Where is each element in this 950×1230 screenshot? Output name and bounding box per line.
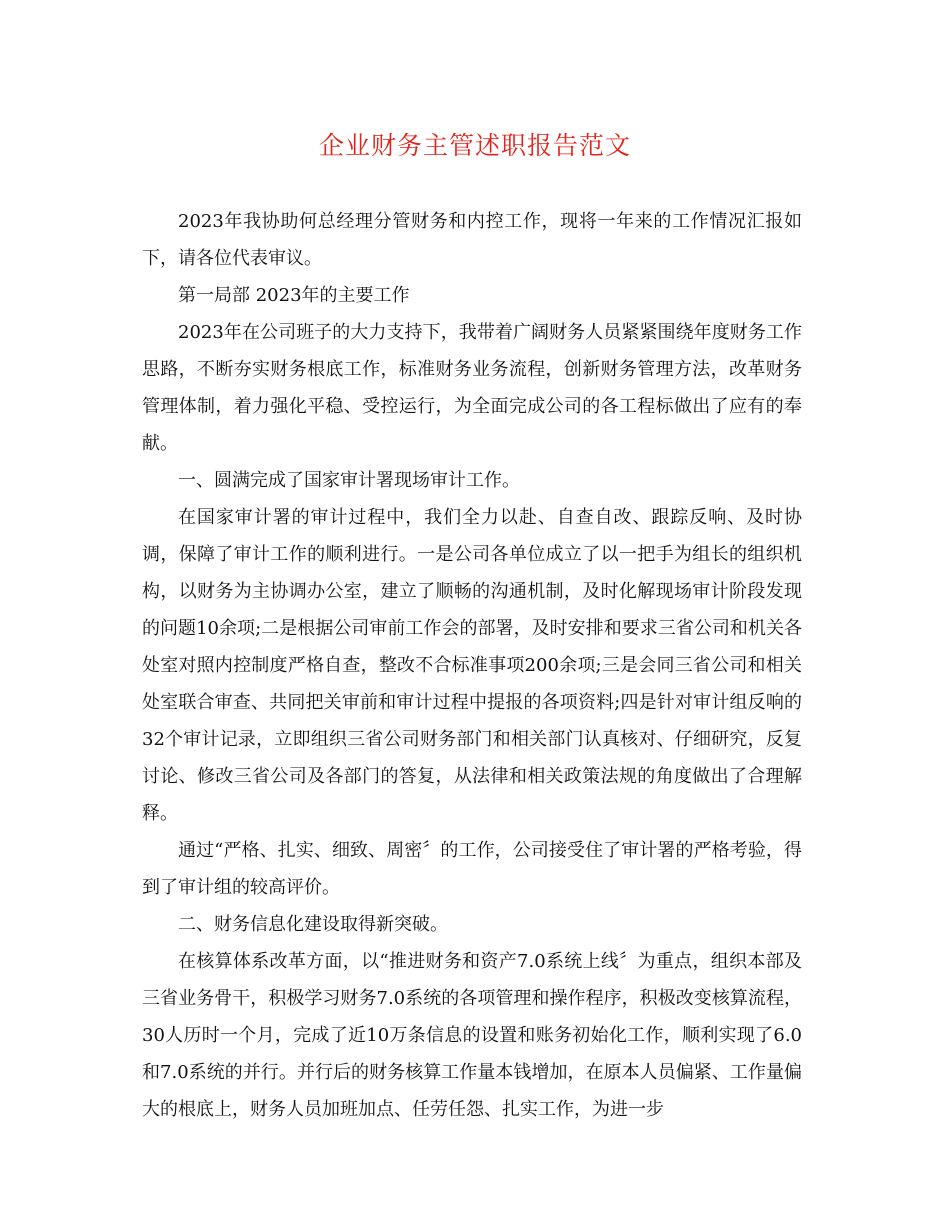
document-body	[142, 203, 802, 1128]
paragraph-audit-result: 通过“严格、扎实、细致、周密〞的工作，公司接受住了审计署的严格考验，得到了审计组的较高评价。	[142, 840, 802, 898]
subheading-informatization: 二、财务信息化建设取得新突破。	[178, 914, 448, 935]
paragraph-audit-detail: 在国家审计署的审计过程中，我们全力以赴、自查自改、跟踪反响、及时协调，保障了审计工作的顺利进行。一是公司各单位成立了以一把手为组长的组织机构，以财务为主协调办公室，建立了顺畅的沟通机制，及时化解现场审计阶段发现的问题10余项;二是根据公司审前工作会的部署，及时安排和要求三省公司和机关各处室对照内控制度严格自查，整改不合标准事项200余项;三是会同三省公司和相关处室联合审查、共同把关审前和审计过程中提报的各项资料;四是针对审计组反响的32个审计记录，立即组织三省公司财务部门和相关部门认真核对、仔细研究，反复讨论、修改三省公司及各部门的答复，从法律和相关政策法规的角度做出了合理解释。	[142, 507, 802, 824]
paragraph-informatization-detail: 在核算体系改革方面，以“推进财务和资产7.0系统上线〞为重点，组织本部及三省业务骨干，积极学习财务7.0系统的各项管理和操作程序，积极改变核算流程，30人历时一个月，完成了近10万条信息的设置和账务初始化工作，顺利实现了6.0和7.0系统的并行。并行后的财务核算工作量本钱增加，在原本人员偏紧、工作量偏大的根底上，财务人员加班加点、任劳任怨、扎实工作，为进一步	[142, 951, 802, 1120]
paragraph-intro: 2023年我协助何总经理分管财务和内控工作，现将一年来的工作情况汇报如下，请各位代表审议。	[142, 211, 802, 269]
subheading-audit: 一、圆满完成了国家审计署现场审计工作。	[178, 470, 520, 491]
section-heading-part-one: 第一局部 2023年的主要工作	[178, 285, 410, 306]
paragraph-overview: 2023年在公司班子的大力支持下，我带着广阔财务人员紧紧围绕年度财务工作思路，不断夯实财务根底工作，标准财务业务流程，创新财务管理方法，改革财务管理体制，着力强化平稳、受控运行，为全面完成公司的各工程标做出了应有的奉献。	[142, 322, 802, 454]
document-title: 企业财务主管述职报告范文	[318, 131, 631, 160]
